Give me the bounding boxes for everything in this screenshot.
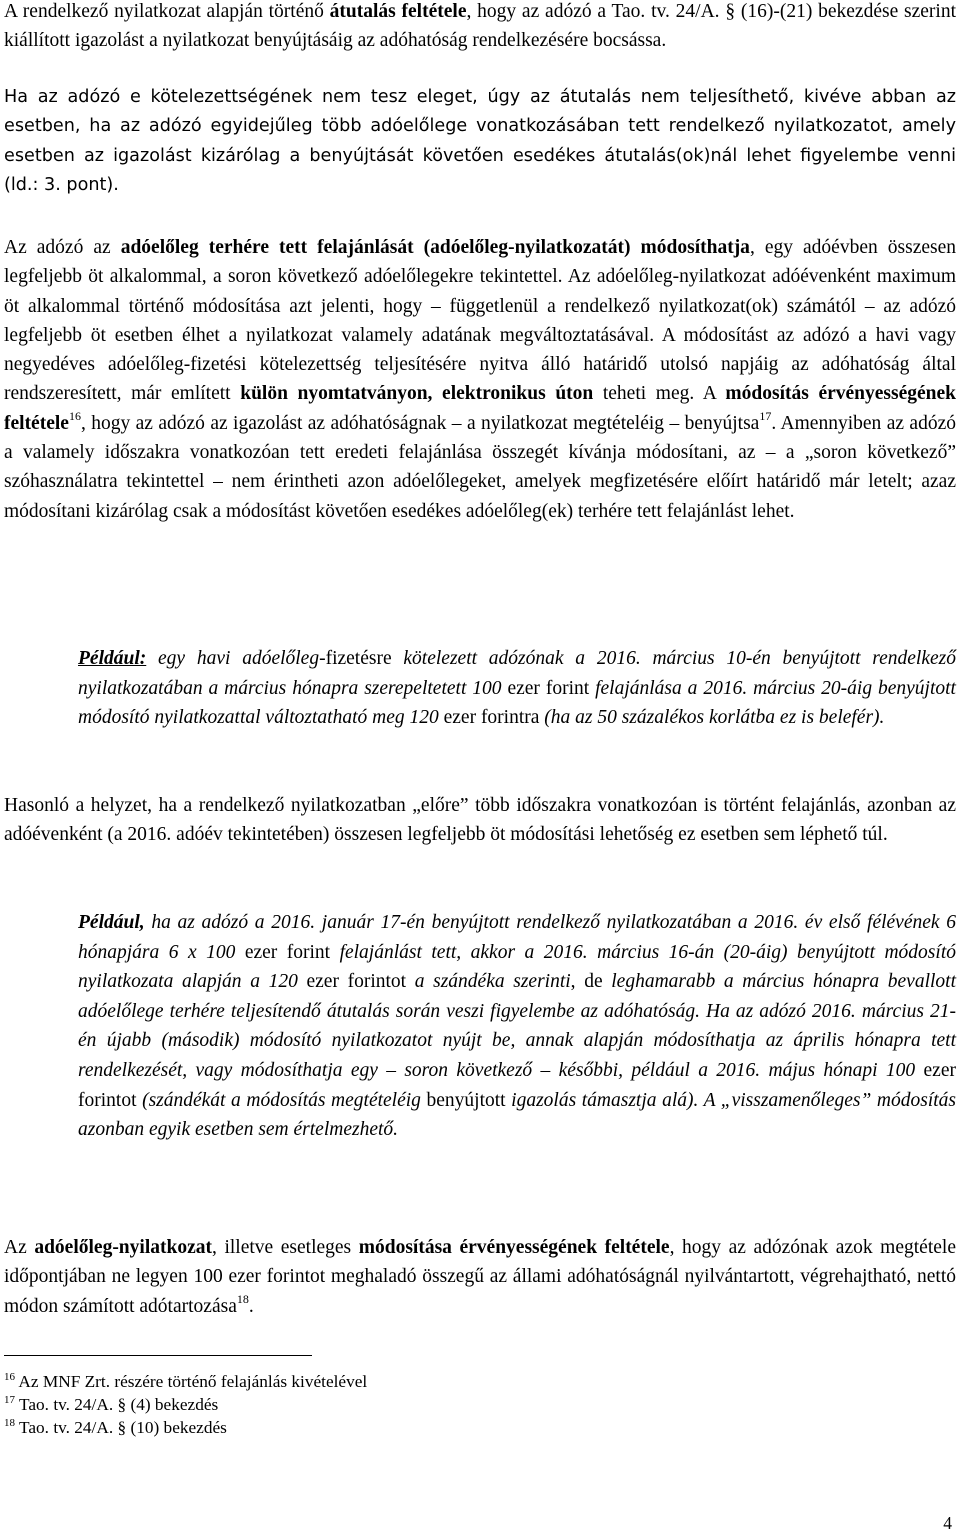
text: A rendelkező nyilatkozat alapján történő [4,1,330,22]
example-label: Például, [78,912,145,933]
text: felajánlása a 2016. március 20-áig benyújtott módosító nyilatkozattal változtatható meg 120 [78,677,956,729]
footnote-separator [4,1355,312,1356]
paragraph-similar-case [4,791,956,850]
text: ezer forintot [306,971,407,993]
footnote-text: Az MNF Zrt. részére történő felajánlás kivételével [18,1372,368,1391]
text: ezer forintot [78,1059,956,1111]
paragraph-validity [4,1233,956,1321]
text: kötelezett adózónak a 2016. március 10-én benyújtott rendelkező nyilatkozatában a március hónapra szerepeltetett 100 [78,648,957,699]
text: , illetve esetleges [211,1237,359,1258]
text: , hogy az adózó a Tao. tv. 24/A. § (16)-(21) bekezdése szerint kiállított igazolást a nyilatkozat benyújtásáig az adóhatóság rendelkezésére bocsássa. [4,1,956,52]
text: (szándékát a módosítás megtételéig [136,1089,427,1111]
example-advance [78,908,956,1145]
text: Az [4,1237,35,1258]
text: , hogy az adózónak azok megtétele időpontjában ne legyen 100 ezer forintot meghaladó összegű az állami adóhatóságnál nyilvántartott, végrehajtható, nettó módon számított adótartozása [4,1237,956,1317]
text: teheti meg. A [593,383,726,405]
example-label: Például: [78,648,147,669]
footnote-ref[interactable]: 16 [68,408,81,423]
text: Az adózó az [4,237,121,258]
bold-term: adóelőleg-nyilatkozat [34,1237,212,1258]
example-monthly [78,644,956,733]
page-number: 4 [943,1513,952,1533]
bold-term: módosítása érvényességének feltétele [358,1237,670,1258]
footnote-text: Tao. tv. 24/A. § (10) bekezdés [19,1418,227,1437]
paragraph-text: Hasonló a helyzet, ha a rendelkező nyilatkozatban „előre” több időszakra vonatkozóan is történt felajánlás, azonban az adóévenként (a 2016. adóév tekintetében) összesen legfeljebb öt módosítási lehetőség ez esetben sem léphető túl. [4,795,956,846]
footnote-16 [4,1370,704,1393]
text: ha az adózó a 2016. január 17-én benyújtott rendelkező nyilatkozatában a 2016. év első félévének 6 hónapjára 6 x 100 [78,912,956,963]
bold-term: külön nyomtatványon, elektronikus úton [240,383,594,405]
footnote-number: 16 [4,1371,15,1383]
footnote-17 [4,1393,704,1416]
footnote-text: Tao. tv. 24/A. § (4) bekezdés [19,1395,219,1414]
document-page [4,0,956,1538]
footnote-number: 18 [4,1417,15,1429]
paragraph-obligation [4,83,956,200]
text: , de [570,971,603,993]
text: egy havi adóelőleg [146,648,320,669]
text: -fizetésre [319,648,392,669]
paragraph-transfer-condition [4,0,956,56]
bold-term: átutalás feltétele [329,1,467,22]
text: . Amennyiben az adózó a valamely időszakra vonatkozóan tett eredeti felajánlása összegét kívánja módosítani, az ‒ a „soron következő” szóhasználatra tekintettel ‒ nem érintheti azon adóelőlegeket, amelyek megfizetésére előírt határidő már letelt; azaz módosítani kizárólag csak a módosítást követően esedékes adóelőleg(ek) terhére tett felajánlást lehet. [4,412,956,522]
text: (ha az 50 százalékos korlátba ez is belefér). [539,707,885,729]
text: igazolás támasztja alá). A „visszamenőleges” módosítás azonban egyik esetben sem értelmezhető. [78,1089,956,1141]
text: a szándéka szerinti [406,971,571,993]
text: ezer forint [507,677,590,699]
footnotes [4,1370,704,1439]
paragraph-modification [4,233,956,526]
bold-term: adóelőleg terhére tett felajánlását (adóelőleg-nyilatkozatát) módosíthatja [120,237,750,258]
paragraph-text: Ha az adózó e kötelezettségének nem tesz eleget, úgy az átutalás nem teljesíthető, kivéve abban az esetben, ha az adózó egyidejűleg több adóelőlege vonatkozásában tett rendelkező nyilatkozatot, amely esetben az igazolást kizárólag a benyújtását követően esedékes átutalás(ok)nál lehet figyelembe venni (ld.: 3. pont). [4,87,956,195]
text: leghamarabb a március hónapra bevallott adóelőlege terhére teljesítendő átutalás során veszi figyelembe az adóhatóság. Ha az adózó 2016. március 21-én újabb (második) módosító nyilatkozatot nyújt be, annak alapján módosíthatja az április hónapra tett rendelkezését, vagy módosíthatja egy ‒ soron következő ‒ későbbi, például a 2016. május hónapi 100 [78,971,957,1081]
text: felajánlást tett, akkor a 2016. március 16-án (20-áig) benyújtott módosító nyilatkozata alapján a 120 [78,941,956,993]
text: ezer forint [244,941,331,963]
footnote-number: 17 [4,1394,15,1406]
footnote-ref[interactable]: 17 [759,408,772,423]
text: benyújtott [426,1089,506,1111]
footnote-18 [4,1416,704,1439]
bold-term: módosítás érvényességének feltétele [4,383,956,434]
text: , egy adóévben összesen legfeljebb öt alkalommal, a soron következő adóelőlegekre tekintettel. Az adóelőleg-nyilatkozat adóévenként maximum öt alkalommal történő módosítása azt jelenti, hogy ‒ függetlenül a rendelkező nyilatkozat(ok) számától ‒ az adózó legfeljebb öt esetben élhet a nyilatkozat valamely adatának megváltoztatásával. A módosítást az adózó a havi vagy negyedéves adóelőleg-fizetési kötelezettség teljesítésére nyitva álló határidő utolsó napjáig az adóhatóság által rendszeresített, már említett [4,237,956,405]
text: , hogy az adózó az igazolást az adóhatóságnak ‒ a nyilatkozat megtételéig ‒ benyújtsa [80,412,760,434]
text: ezer forintra [443,707,540,729]
footnote-ref[interactable]: 18 [236,1291,249,1306]
text: . [248,1295,254,1317]
